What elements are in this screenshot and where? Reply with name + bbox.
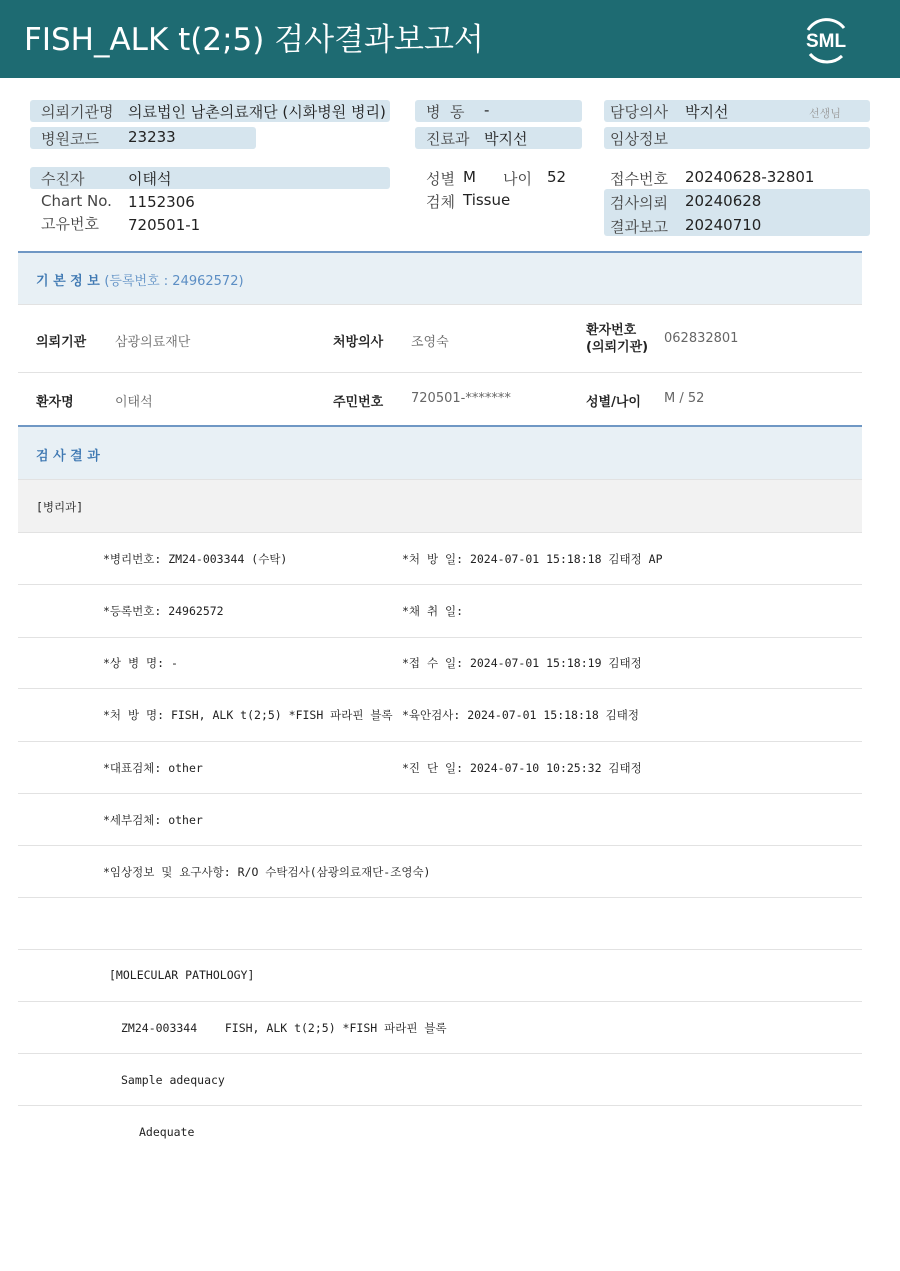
dept-tag: [병리과] [36,500,84,514]
row-divider [18,532,862,533]
dept-value: 박지선 [484,130,528,148]
unique-label: 고유번호 [41,215,99,233]
report-banner [0,0,900,78]
row-divider [18,584,862,585]
doctor-value: 박지선 [685,103,729,121]
result-line-right: *접 수 일: 2024-07-01 15:18:19 김태정 [402,656,642,670]
sex-value: M [463,168,476,186]
ward-label: 병 동 [426,103,465,121]
request-value: 20240628 [685,192,762,210]
patient-value: 이태석 [128,170,172,188]
adequacy-label: Sample adequacy [121,1073,225,1087]
molecular-header: [MOLECULAR PATHOLOGY] [109,968,255,982]
row-divider [18,949,862,950]
ward-value: - [484,101,490,119]
patient-label: 수진자 [41,170,85,188]
result-line-right: *채 취 일: [402,604,464,618]
sexage-label: 성별/나이 [586,395,641,410]
result-line-right: *진 단 일: 2024-07-10 10:25:32 김태정 [402,761,642,775]
specimen-value: Tissue [463,191,511,209]
report-label: 결과보고 [610,218,668,236]
basic-institution-label: 의뢰기관 [36,335,87,350]
doctor-label: 담당의사 [610,103,668,121]
unique-value: 720501-1 [128,216,201,234]
specimen-label: 검체 [426,193,455,211]
row-divider [18,1053,862,1054]
hospital-code-label: 병원코드 [41,130,99,148]
divider [18,304,862,305]
rrn-value: 720501-******* [411,391,511,406]
institution-label: 의뢰기관명 [41,103,114,121]
row-divider [18,897,862,898]
receipt-value: 20240628-32801 [685,168,815,186]
chart-value: 1152306 [128,193,195,211]
receipt-label: 접수번호 [610,170,668,188]
rrn-label: 주민번호 [333,395,384,410]
patient-no-value: 062832801 [664,331,739,346]
patient-no-label [586,322,648,356]
basic-info-subtitle: (등록번호 : 24962572) [104,274,244,289]
result-line-left: *임상정보 및 요구사항: R/O 수탁검사(삼광의료재단-조영숙) [103,865,431,879]
result-line-left: *세부검체: other [103,813,203,827]
hospital-code-value: 23233 [128,128,176,146]
adequacy-value: Adequate [139,1125,195,1139]
result-line-right: *처 방 일: 2024-07-01 15:18:18 김태정 AP [402,552,663,566]
result-line-left: *대표검체: other [103,761,203,775]
age-label: 나이 [503,170,532,188]
row-divider [18,1001,862,1002]
result-line-left: *등록번호: 24962572 [103,604,224,618]
request-label: 검사의뢰 [610,194,668,212]
report-value: 20240710 [685,216,762,234]
basic-info-header [18,253,862,304]
clinical-label: 임상정보 [610,130,668,148]
result-line-left: *처 방 명: FISH, ALK t(2;5) *FISH 파라핀 블록 [103,708,393,722]
sml-logo-icon [798,12,854,66]
basic-institution-value: 삼광의료재단 [115,335,191,350]
prescriber-value: 조영숙 [411,335,449,350]
basic-info-title [36,270,244,289]
sex-label: 성별 [426,170,455,188]
dept-tag-row [18,480,862,532]
row-divider [18,845,862,846]
results-title: 검 사 결 과 [36,449,100,464]
chart-label: Chart No. [41,192,112,210]
result-line-right: *육안검사: 2024-07-01 15:18:18 김태정 [402,708,640,722]
institution-value: 의료법인 남촌의료재단 (시화병원 병리) [128,103,386,121]
row-divider [18,793,862,794]
patient-no-label-line1: 환자번호 [586,323,637,338]
dept-label: 진료과 [426,130,470,148]
patient-no-label-line2: (의뢰기관) [586,340,649,355]
report-title: FISH_ALK t(2;5) 검사결과보고서 [24,22,484,58]
result-line-left: *병리번호: ZM24-003344 (수탁) [103,552,288,566]
name-label: 환자명 [36,395,74,410]
doctor-suffix: 선생님 [809,107,841,120]
row-divider [18,688,862,689]
sexage-value: M / 52 [664,391,705,406]
row-divider [18,1105,862,1106]
row-divider [18,741,862,742]
prescriber-label: 처방의사 [333,335,384,350]
molecular-line: ZM24-003344 FISH, ALK t(2;5) *FISH 파라핀 블록 [121,1021,447,1035]
row-divider [18,637,862,638]
basic-info-title-text: 기 본 정 보 [36,274,100,289]
name-value: 이태석 [115,395,153,410]
logo-text: SML [805,31,847,52]
result-line-left: *상 병 명: - [103,656,178,670]
results-header [18,427,862,479]
age-value: 52 [547,168,567,186]
divider [18,372,862,373]
